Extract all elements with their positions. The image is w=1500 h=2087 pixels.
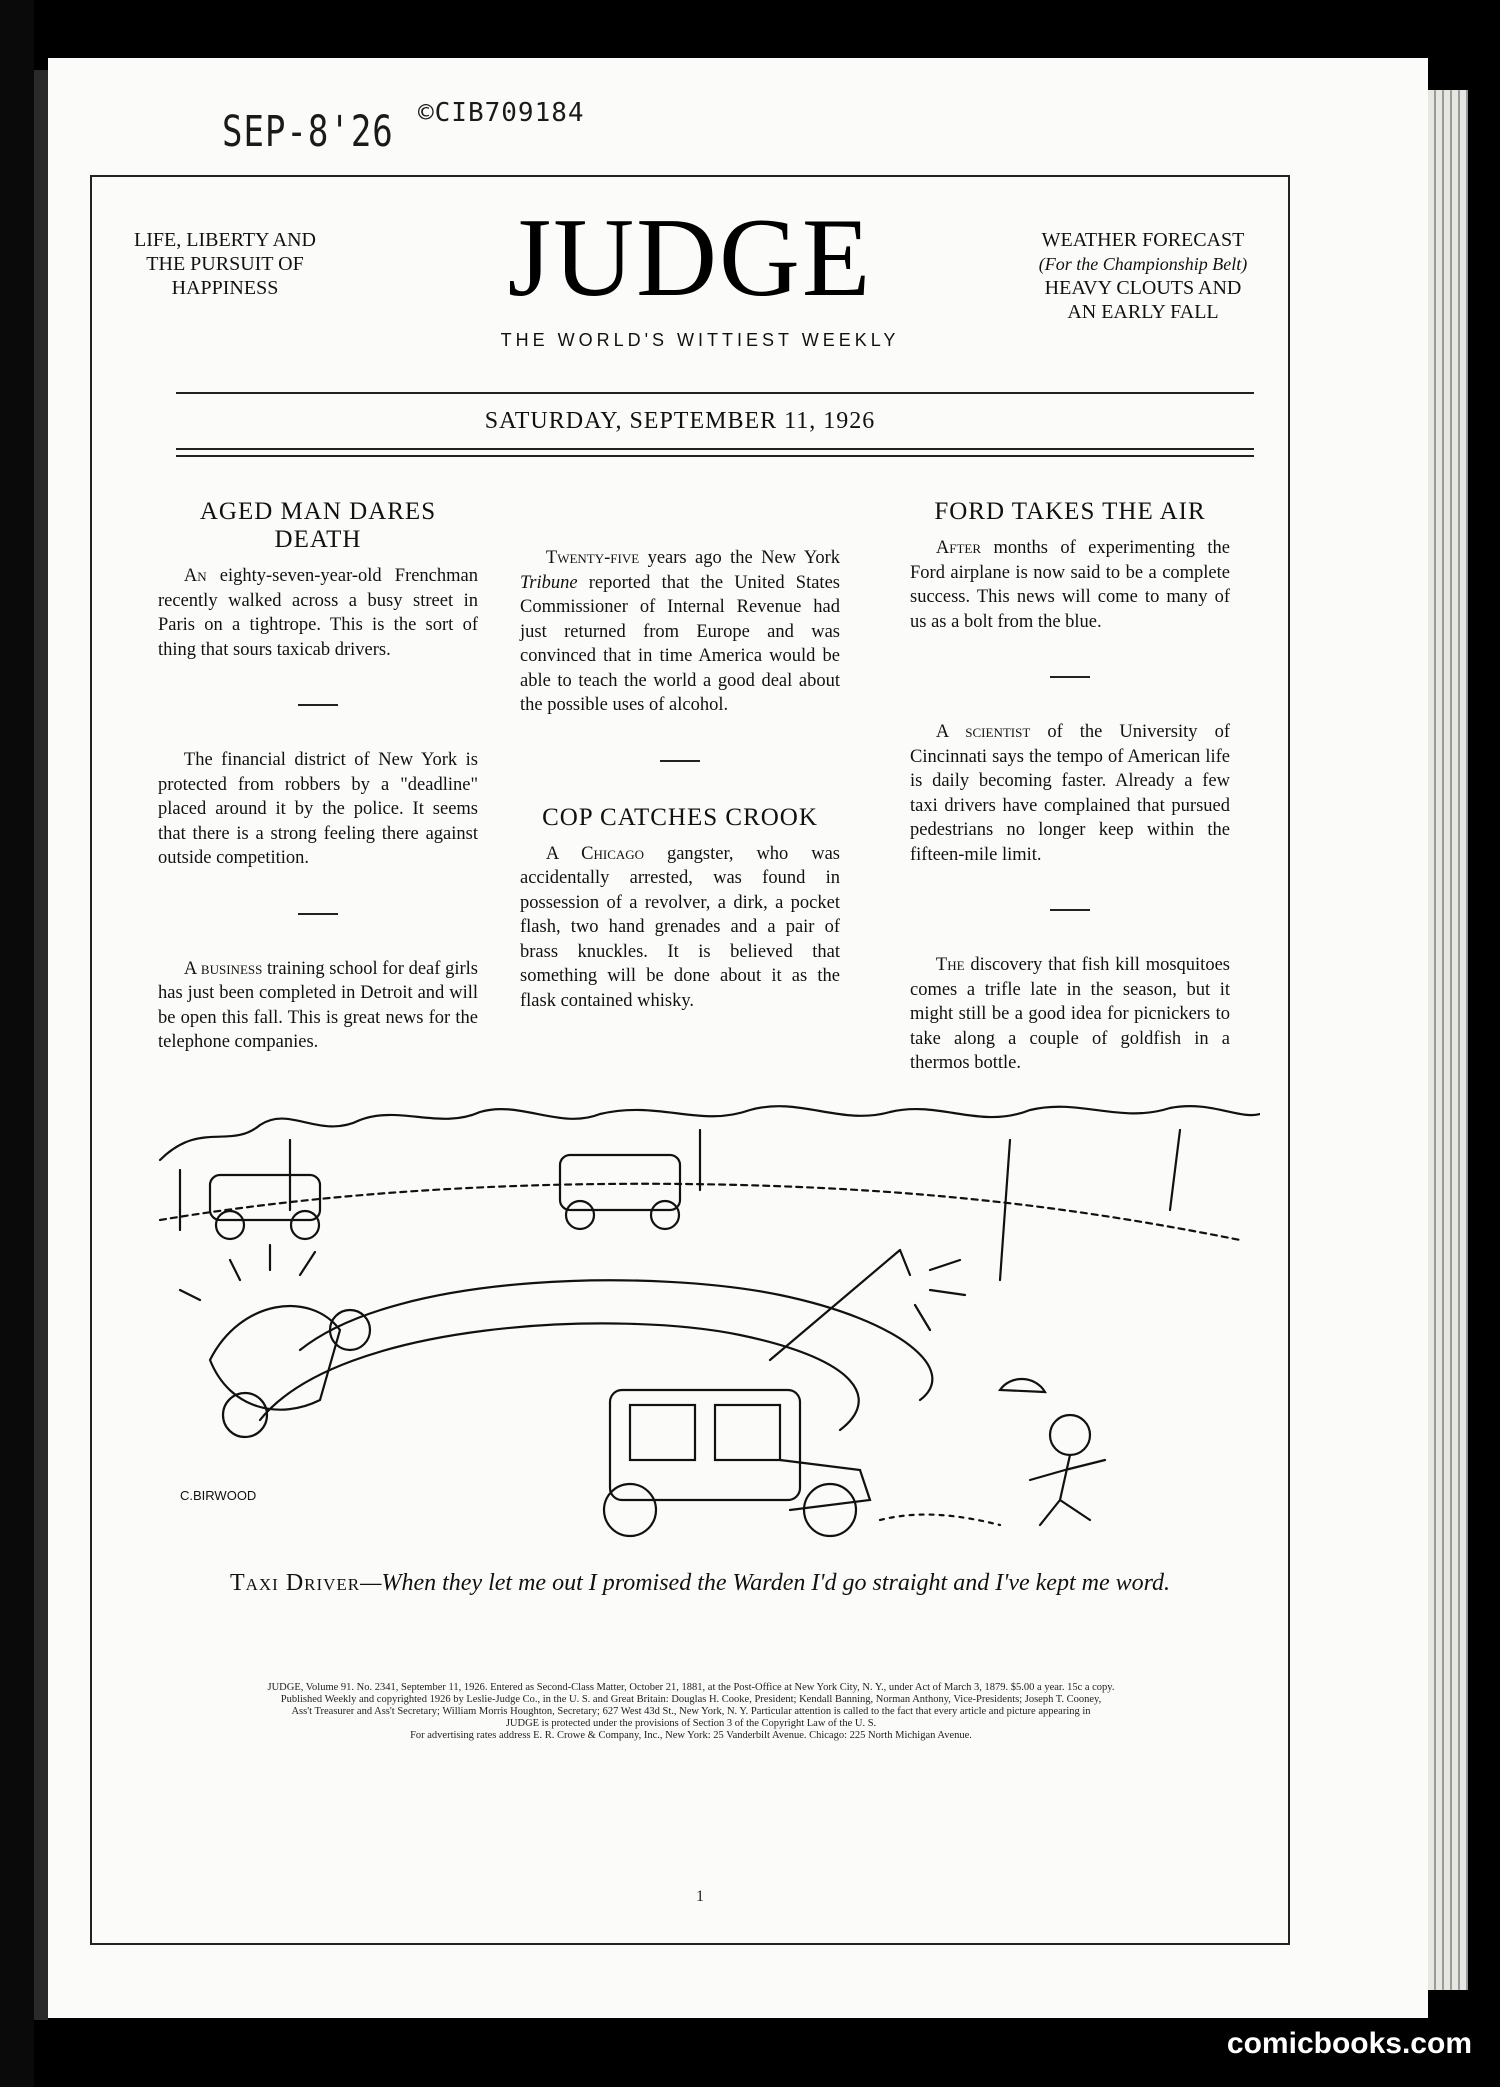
paragraph-text: gangster, who was accidentally arrested, was found in possession of a revolver, a dirk, a pocket flash, two hand grenades and a pair of brass knuckles. It is believed that something will be done about it as the flask contained whisky. xyxy=(520,843,840,1011)
lead-word: A Chicago xyxy=(545,843,645,864)
lead-word: Twenty-five xyxy=(545,548,640,568)
lead-word: An xyxy=(183,566,207,586)
dateline-rule-lower xyxy=(176,455,1254,457)
lead-word: The xyxy=(935,955,965,975)
article-paragraph xyxy=(520,546,840,718)
headline-cop-catches-crook: COP CATCHES CROOK xyxy=(542,803,818,831)
item-separator xyxy=(660,760,700,762)
taxi-cartoon-illustration xyxy=(140,1100,1260,1540)
lead-word: A scientist xyxy=(935,722,1031,742)
masthead-right-ear xyxy=(1008,228,1278,324)
received-date-stamp: SEP-8'26 xyxy=(222,107,394,157)
page-stack-edges xyxy=(1428,90,1468,1990)
fine-print-line: Published Weekly and copyrighted 1926 by Leslie-Judge Co., in the U. S. and Great Britain: Douglas H. Cooke, President; Kendall Banning, Norman Anthony, Vice-Presidents; Joseph T. Cooney, xyxy=(280,1694,1102,1705)
masthead-rule-top xyxy=(176,392,1254,394)
dateline: SATURDAY, SEPTEMBER 11, 1926 xyxy=(484,408,876,434)
item-separator xyxy=(1050,909,1090,911)
item-separator xyxy=(298,913,338,915)
item-separator xyxy=(1050,676,1090,678)
article-paragraph: The financial district of New York is protected from robbers by a "deadline" placed around it by the police. It seems that there is a strong feeling there against outside competition. xyxy=(158,750,478,868)
newspaper-name: Tribune xyxy=(520,572,578,593)
paragraph-text: training school for deaf girls has just been completed in Detroit and will be open this fall. This is great news for the telephone companies. xyxy=(158,958,478,1052)
masthead-tagline: THE WORLD'S WITTIEST WEEKLY xyxy=(500,330,900,350)
right-ear-subline: (For the Championship Belt) xyxy=(1038,254,1248,274)
right-column xyxy=(910,498,1230,1076)
fine-print-line: JUDGE, Volume 91. No. 2341, September 11, 1926. Entered as Second-Class Matter, October 21, 1881, at the Post-Office at New York City, N. Y., under Act of March 3, 1879. $5.00 a year. 15c a copy. xyxy=(267,1682,1115,1693)
article-paragraph xyxy=(910,536,1230,634)
middle-column xyxy=(520,498,840,1013)
left-column xyxy=(158,498,478,1055)
artist-signature: C.BIRWOOD xyxy=(180,1488,257,1503)
article-paragraph xyxy=(520,842,840,1014)
paragraph-text: discovery that fish kill mosquitoes comes a trifle late in the season, but it might still be a good idea for picnickers to take along a couple of goldfish in a thermos bottle. xyxy=(910,955,1230,1073)
left-ear-line: THE PURSUIT OF xyxy=(146,253,304,275)
paragraph-text: eighty-seven-year-old Frenchman recently walked across a busy street in Paris on a tightrope. This is the sort of thing that sours taxicab drivers. xyxy=(158,566,478,660)
left-ear-line: HAPPINESS xyxy=(171,277,279,299)
item-separator xyxy=(298,704,338,706)
right-ear-line: AN EARLY FALL xyxy=(1067,301,1219,323)
right-ear-line: WEATHER FORECAST xyxy=(1041,229,1245,251)
headline-ford-takes-air: FORD TAKES THE AIR xyxy=(934,498,1206,525)
dateline-rule-upper xyxy=(176,448,1254,450)
paragraph-text: years ago the New York xyxy=(639,548,840,568)
fine-print-line: Ass't Treasurer and Ass't Secretary; William Morris Houghton, Secretary; 627 West 43d St., New York, N. Y. Particular attention is called to the fact that every article and picture appearing in xyxy=(291,1706,1091,1717)
headline-aged-man: AGED MAN DARES DEATH xyxy=(199,498,437,553)
page-number: 1 xyxy=(696,1888,704,1905)
lead-word: A business xyxy=(183,958,263,979)
cartoon-caption xyxy=(160,1570,1240,1597)
publication-fine-print xyxy=(96,1682,1286,1742)
caption-speaker: Taxi Driver xyxy=(229,1570,361,1596)
site-watermark: comicbooks.com xyxy=(1226,2027,1472,2060)
lead-word: After xyxy=(935,538,982,558)
masthead-left-ear xyxy=(110,228,340,300)
right-ear-line: HEAVY CLOUTS AND xyxy=(1044,277,1242,299)
paragraph-text: reported that the United States Commissioner of Internal Revenue had just returned from Europe and was convinced that in time America would be able to teach the world a good deal about the possible uses of alcohol. xyxy=(520,572,840,715)
article-paragraph xyxy=(158,564,478,662)
left-ear-line: LIFE, LIBERTY AND xyxy=(134,229,316,251)
masthead-title: JUDGE xyxy=(507,196,873,320)
previous-page-edge xyxy=(34,70,48,2020)
fine-print-line: For advertising rates address E. R. Crowe & Company, Inc., New York: 25 Vanderbilt Avenue. Chicago: 225 North Michigan Avenue. xyxy=(410,1730,972,1741)
fine-print-line: JUDGE is protected under the provisions of Section 3 of the Copyright Law of the U. S. xyxy=(505,1718,877,1729)
paragraph-text: months of experimenting the Ford airplane is now said to be a complete success. This news will come to many of us as a bolt from the blue. xyxy=(910,538,1230,632)
article-paragraph xyxy=(158,957,478,1055)
scan-binding-edge xyxy=(0,0,34,2087)
paragraph-text: of the University of Cincinnati says the tempo of American life is daily becoming faster. Already a few taxi drivers have complained that pursued pedestrians no longer keep within the fifteen-mile limit. xyxy=(910,722,1230,865)
article-paragraph xyxy=(910,953,1230,1076)
article-paragraph xyxy=(910,720,1230,867)
copyright-stamp: ©CIB709184 xyxy=(418,98,585,128)
caption-quote: —When they let me out I promised the Warden I'd go straight and I've kept me word. xyxy=(360,1570,1171,1596)
